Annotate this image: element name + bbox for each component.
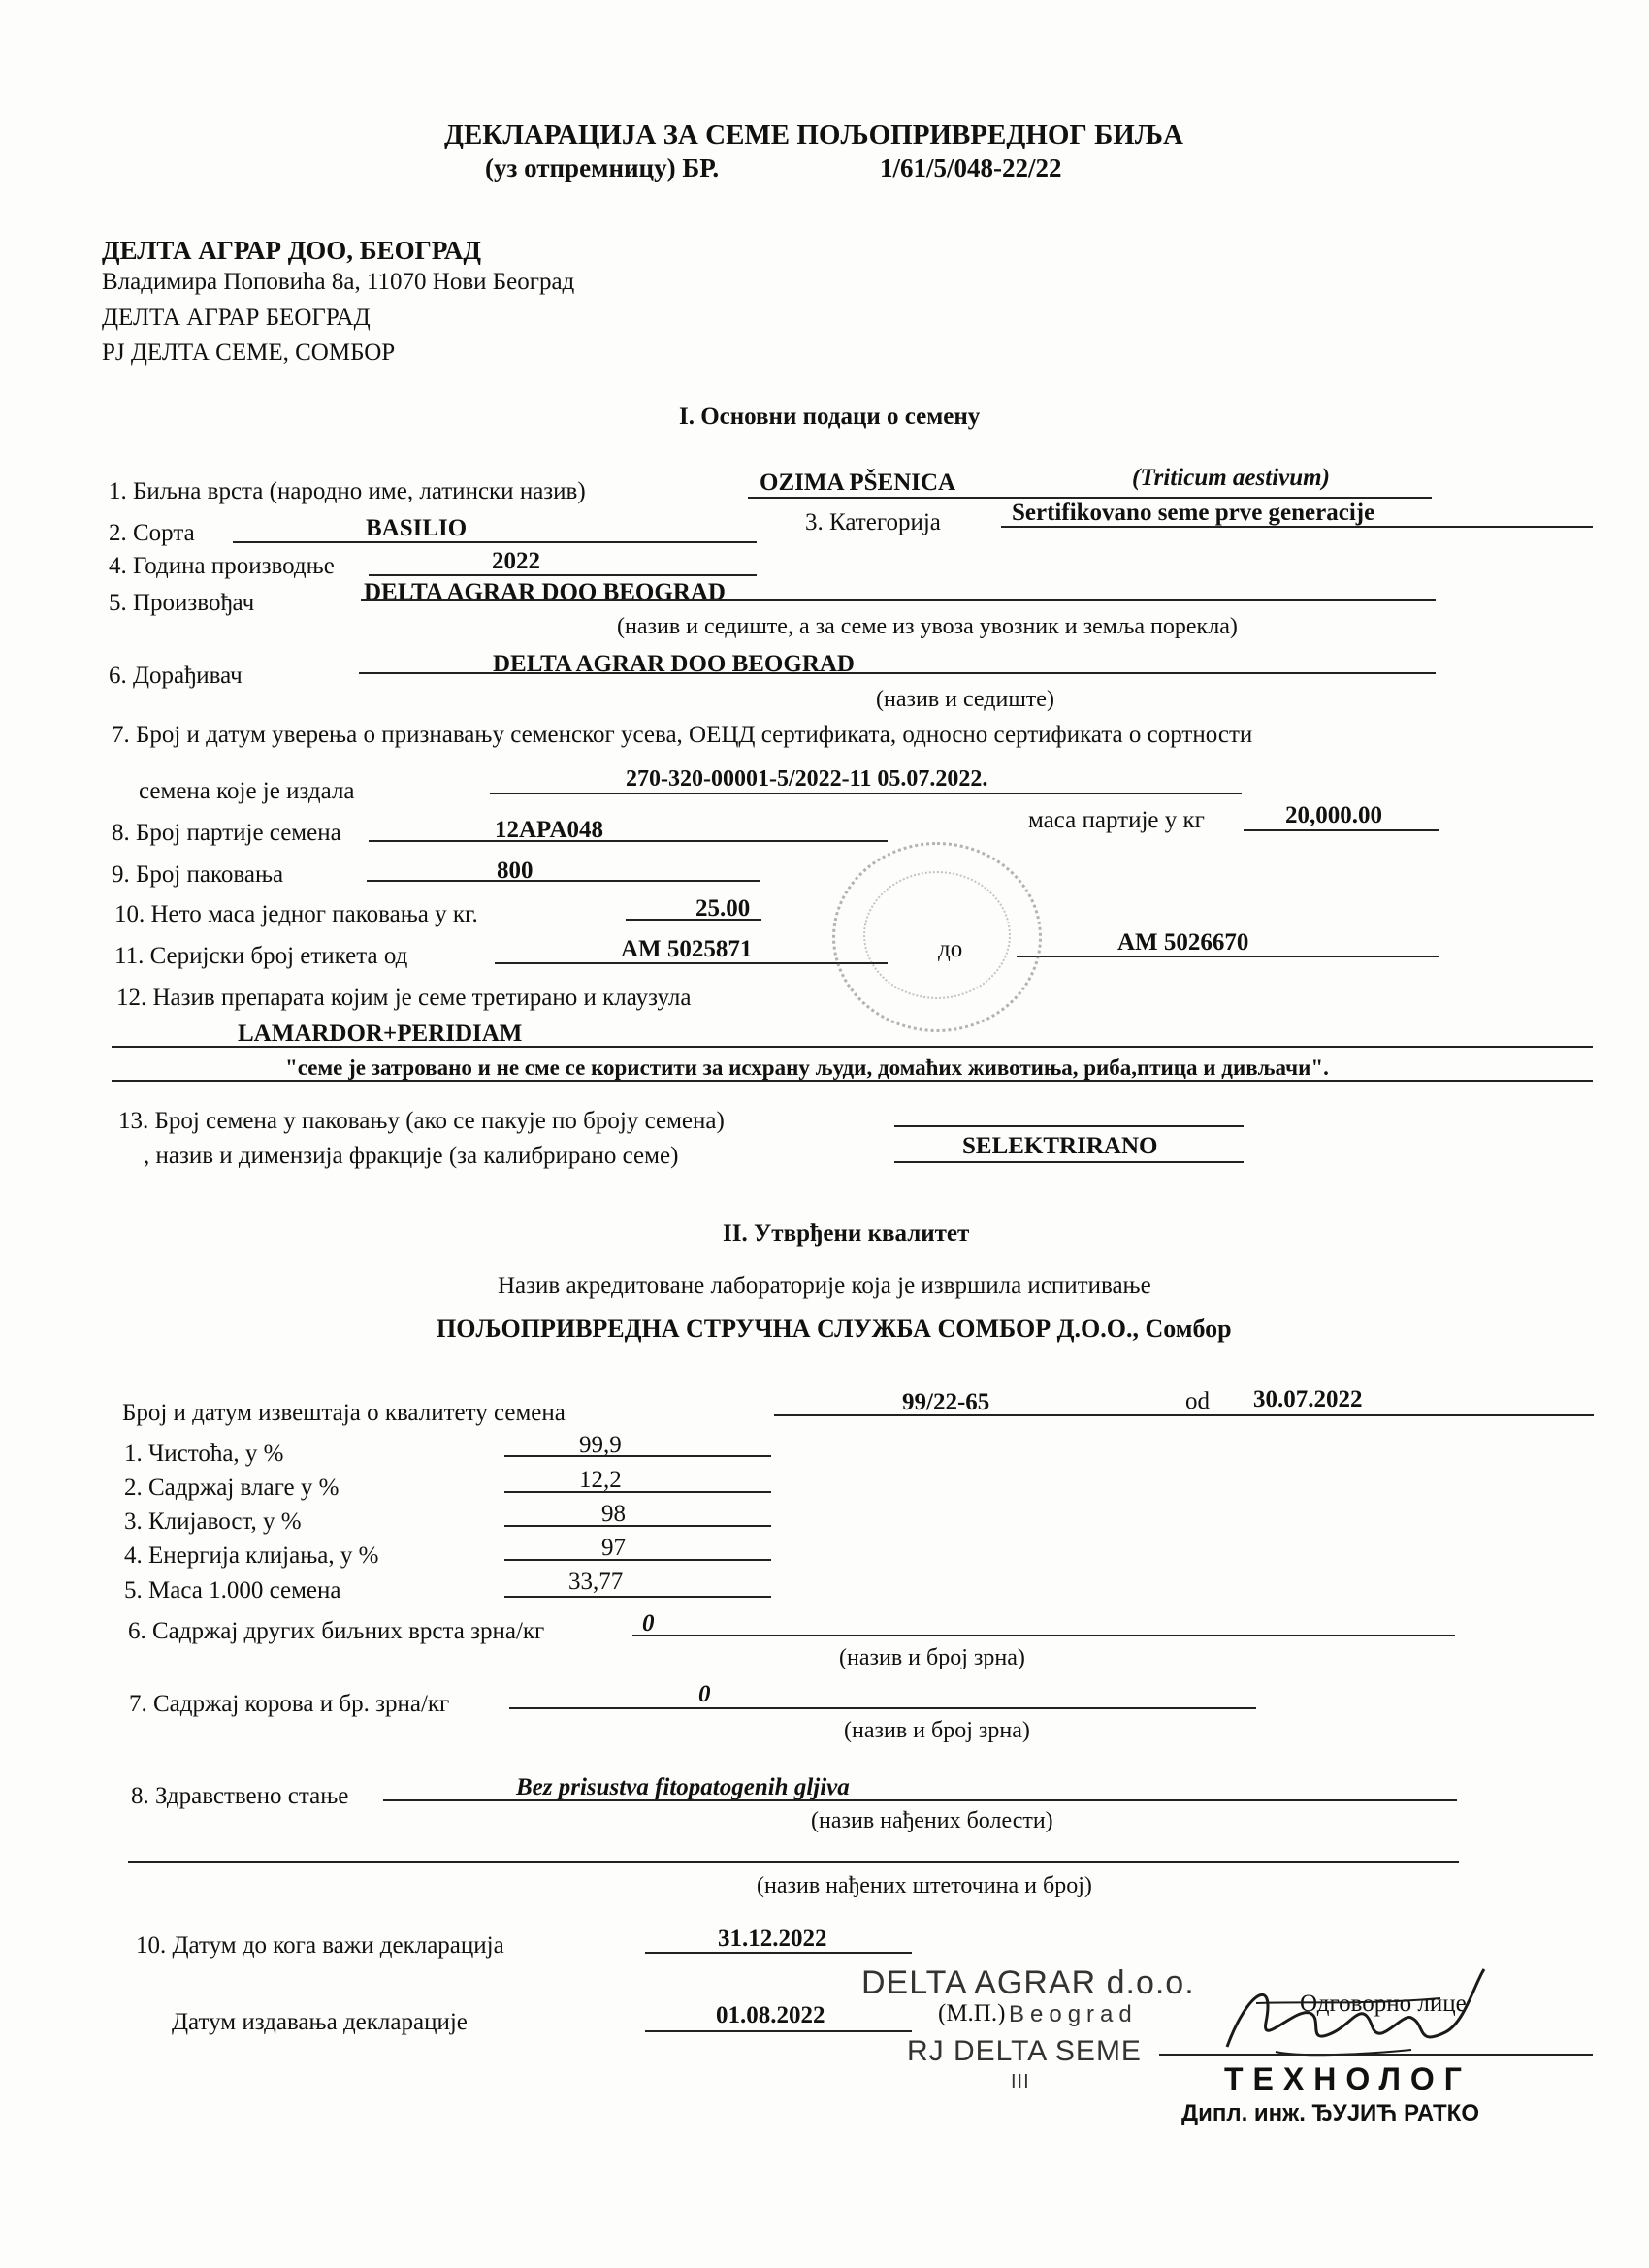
technologist-name: Дипл. инж. ЂУЈИЋ РАТКО <box>1181 2100 1479 2126</box>
energy-label: 4. Енергија клијања, у % <box>124 1542 379 1569</box>
technologist-title: ТЕХНОЛОГ <box>1224 2061 1471 2096</box>
species-label: 1. Биљна врста (народно име, латински назив) <box>109 478 586 504</box>
moisture-label: 2. Садржај влаге у % <box>124 1474 340 1501</box>
lot-mass-value: 20,000.00 <box>1285 802 1382 828</box>
signature <box>1217 1955 1494 2066</box>
other-species-value: 0 <box>642 1610 655 1636</box>
serial-to: AM 5026670 <box>1117 929 1249 956</box>
tkw-label: 5. Маса 1.000 семена <box>124 1577 341 1604</box>
energy-underline <box>504 1559 771 1561</box>
report-number: 99/22-65 <box>902 1389 990 1415</box>
cert-underline <box>490 793 1242 794</box>
issue-value: 01.08.2022 <box>716 2002 825 2028</box>
year-value: 2022 <box>492 548 540 574</box>
weeds-value: 0 <box>698 1681 711 1707</box>
category-value: Sertifikovano seme prve generacije <box>1012 500 1375 526</box>
tkw-underline <box>504 1596 771 1598</box>
category-label: 3. Категорија <box>805 509 941 535</box>
treatment-underline <box>112 1046 1593 1048</box>
packages-value: 800 <box>497 858 534 884</box>
serial-from-underline <box>495 962 888 964</box>
document-title: ДЕКЛАРАЦИЈА ЗА СЕМЕ ПОЉОПРИВРЕДНОГ БИЉА <box>444 119 1183 150</box>
report-label: Број и датум извештаја о квалитету семена <box>122 1400 566 1426</box>
other-species-underline <box>632 1635 1455 1636</box>
finisher-underline <box>359 672 1436 674</box>
signature-underline <box>1159 2054 1593 2056</box>
lot-label: 8. Број партије семена <box>112 820 341 846</box>
species-underline <box>748 497 1432 499</box>
lot-value: 12APA048 <box>495 817 604 843</box>
moisture-value: 12,2 <box>579 1467 622 1493</box>
weeds-hint: (назив и број зрна) <box>844 1718 1030 1743</box>
count-label-2: , назив и димензија фракције (за калибрирано семе) <box>144 1143 679 1169</box>
serial-label: 11. Серијски број етикета од <box>114 943 408 969</box>
stamp-company-line4: III <box>1011 2071 1030 2092</box>
variety-underline <box>233 541 757 543</box>
report-date: 30.07.2022 <box>1253 1386 1363 1412</box>
finisher-value: DELTA AGRAR DOO BEOGRAD <box>493 651 855 677</box>
serial-from: AM 5025871 <box>621 936 753 962</box>
document-number: 1/61/5/048-22/22 <box>880 153 1062 182</box>
report-underline <box>774 1414 1594 1416</box>
lab-name: ПОЉОПРИВРЕДНА СТРУЧНА СЛУЖБА СОМБОР Д.О.О., Сомбор <box>436 1314 1232 1343</box>
cert-value: 270-320-00001-5/2022-11 05.07.2022. <box>626 766 988 792</box>
other-species-label: 6. Садржај других биљних врста зрна/кг <box>128 1618 545 1644</box>
count-underline <box>894 1161 1244 1163</box>
health-label: 8. Здравствено стање <box>131 1783 349 1809</box>
packages-underline <box>367 880 760 882</box>
finisher-hint: (назив и седиште) <box>876 687 1054 712</box>
count-top-line <box>894 1125 1244 1127</box>
germination-underline <box>504 1525 771 1527</box>
serial-to-label: до <box>938 936 963 962</box>
year-label: 4. Година производње <box>109 553 335 579</box>
company-line2: ДЕЛТА АГРАР БЕОГРАД <box>102 305 371 331</box>
producer-hint: (назив и седиште, а за семе из увоза увозник и земља порекла) <box>617 614 1238 639</box>
issue-underline <box>645 2030 912 2032</box>
net-mass-underline <box>626 919 761 921</box>
other-species-hint: (назив и број зрна) <box>839 1645 1025 1670</box>
company-address: Владимира Поповића 8а, 11070 Нови Београд <box>102 269 575 295</box>
serial-to-underline <box>1017 956 1439 957</box>
faint-round-stamp-inner <box>863 871 1011 999</box>
species-value: OZIMA PŠENICA <box>760 470 956 496</box>
mp-label: (М.П.) <box>938 2000 1006 2026</box>
health-value: Bez prisustva fitopatogenih gljiva <box>516 1774 850 1800</box>
lab-label: Назив акредитоване лабораторије која је извршила испитивање <box>498 1273 1151 1299</box>
health-underline <box>383 1799 1457 1801</box>
issue-label: Датум издавања декларације <box>172 2009 468 2035</box>
germination-label: 3. Клијавост, у % <box>124 1508 302 1535</box>
year-underline <box>369 574 757 576</box>
purity-underline <box>504 1455 771 1457</box>
purity-label: 1. Чистоћа, у % <box>124 1441 284 1467</box>
valid-underline <box>645 1952 912 1954</box>
treatment-clause: "семе је затровано и не сме се користити за исхрану људи, домаћих животиња, риба,птица и дивљачи". <box>285 1055 1329 1080</box>
finisher-label: 6. Дорађивач <box>109 663 242 689</box>
stamp-company-line2: Beograd <box>1009 2001 1138 2027</box>
company-name: ДЕЛТА АГРАР ДОО, БЕОГРАД <box>102 236 481 265</box>
cert-label-2: семена које је издала <box>139 778 355 804</box>
health-hint: (назив нађених болести) <box>811 1808 1053 1833</box>
cert-label-1: 7. Број и датум уверења о признавању семенског усева, ОЕЦД сертификата, односно сертификата о сортности <box>112 722 1253 748</box>
net-mass-label: 10. Нето маса једног паковања у кг. <box>114 901 478 927</box>
packages-label: 9. Број паковања <box>112 861 284 888</box>
variety-value: BASILIO <box>366 515 468 541</box>
tkw-value: 33,77 <box>568 1569 624 1595</box>
variety-label: 2. Сорта <box>109 520 195 546</box>
producer-value: DELTA AGRAR DOO BEOGRAD <box>364 579 726 605</box>
energy-value: 97 <box>601 1535 626 1561</box>
lot-underline <box>369 840 888 842</box>
producer-label: 5. Произвођач <box>109 590 255 616</box>
weeds-underline <box>509 1707 1256 1709</box>
stamp-company-line3: RJ DELTA SEME <box>907 2035 1142 2067</box>
purity-value: 99,9 <box>579 1432 622 1458</box>
responsible-label: Одговорно лице <box>1300 1991 1467 2017</box>
pests-underline <box>128 1861 1459 1863</box>
clause-underline <box>112 1080 1593 1082</box>
treatment-label: 12. Назив препарата којим је семе третирано и клаузула <box>116 985 692 1011</box>
weeds-label: 7. Садржај корова и бр. зрна/кг <box>129 1691 450 1717</box>
valid-value: 31.12.2022 <box>718 1926 827 1952</box>
category-underline <box>1001 526 1593 528</box>
lot-mass-underline <box>1244 829 1439 831</box>
count-value: SELEKTRIRANO <box>962 1133 1158 1159</box>
treatment-value: LAMARDOR+PERIDIAM <box>238 1021 523 1047</box>
lot-mass-label: маса партије у кг <box>1028 807 1205 833</box>
section2-title: II. Утврђени квалитет <box>723 1220 970 1247</box>
net-mass-value: 25.00 <box>695 895 751 922</box>
section1-title: I. Основни подаци о семену <box>679 404 981 430</box>
germination-value: 98 <box>601 1501 626 1527</box>
stamp-company-line1: DELTA AGRAR d.o.o. <box>861 1964 1195 2001</box>
count-label-1: 13. Број семена у паковању (ако се пакује по броју семена) <box>118 1108 725 1134</box>
report-od: od <box>1185 1388 1210 1414</box>
valid-label: 10. Датум до кога важи декларација <box>136 1932 504 1959</box>
producer-underline <box>361 599 1436 601</box>
moisture-underline <box>504 1491 771 1493</box>
company-line3: РЈ ДЕЛТА СЕМЕ, СОМБОР <box>102 340 396 366</box>
document-subtitle: (уз отпремницу) БР. <box>485 153 720 182</box>
pests-hint: (назив нађених штеточина и број) <box>757 1873 1092 1898</box>
species-latin: (Triticum aestivum) <box>1132 465 1330 491</box>
